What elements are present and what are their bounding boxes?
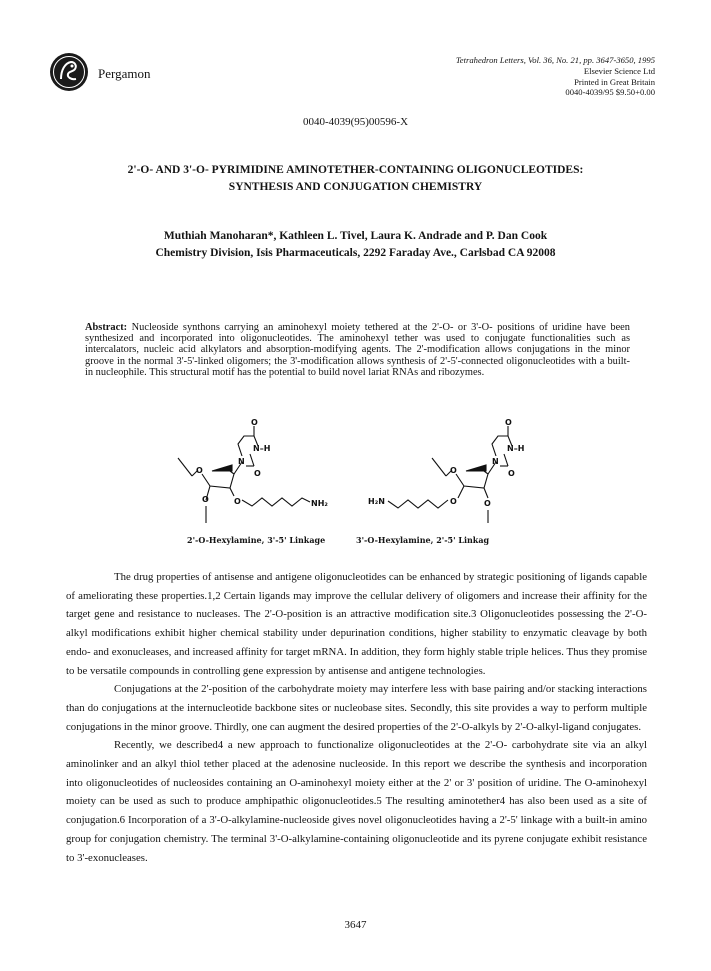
left-structure — [178, 418, 328, 523]
abstract-text: Nucleoside synthons carrying an aminohexyl moiety tethered at the 2'-O- or 3'-O- positions of uridine have been synthesized and incorporated into oligonucleotides. The aminohexyl tether was used to conjugate functionalities such as intercalators, nucleic acid alkylators and absorption-modifying agents. The 2'-modification allows conjugations in the minor groove in the normal 3'-5'-linked oligomers; the 3'-modification allows synthesis of 2'-5'-connected oligonucleotides with a built-in nucleophile. This structural motif has the potential to build novel lariat RNAs and ribozymes. — [85, 322, 630, 378]
left-n3h-label: N–H — [253, 444, 271, 453]
journal-citation: Tetrahedron Letters, Vol. 36, No. 21, pp. 3647-3650, 1995 — [455, 55, 655, 65]
author-block — [60, 228, 651, 262]
caption-left: 2'-O-Hexylamine, 3'-5' Linkage — [187, 535, 326, 545]
author-affiliation: Chemistry Division, Isis Pharmaceuticals, 2292 Faraday Ave., Carlsbad CA 92008 — [155, 247, 556, 259]
left-c2-oxygen: O — [254, 469, 261, 478]
left-ring-oxygen: O — [196, 466, 203, 475]
article-title — [60, 162, 651, 196]
paragraph: Conjugations at the 2'-position of the carbohydrate moiety may interfere less with base pairing and/or stacking interactions than do conjugations at the internucleotide backbone sites or nucleobase sites. Secondly, this site provides a way to perform multiple conjugations in the minor groove. Thirdly, one can augment the desired properties of the 2'-O-alkyls by 2'-O-alkyl-ligand conjugates. — [66, 683, 647, 733]
structure-figure — [150, 418, 570, 546]
right-structure — [368, 418, 524, 523]
journal-price: 0040-4039/95 $9.50+0.00 — [565, 87, 655, 98]
paragraph: Recently, we described4 a new approach to functionalize oligonucleotides at the 2'-O- carbohydrate site via an alkyl aminolinker and an alkyl thiol tether placed at the adenosine nucleoside. In this report we describe the synthesis and incorporation into oligonucleotides of nucleosides containing an O-aminohexyl moiety either at the 2' or 3' position of uridine. The O-aminohexyl moiety can be used as such to produce amphipathic oligonucleotides.5 The resulting aminotether4 has also been used as a site of conjugation.6 Incorporation of a 3'-O-alkylamine-nucleoside gives novel oligonucleotides having a 2'-5' linkage with a built-in amino group for conjugation chemistry. The terminal 3'-O-alkylamine-containing oligonucleotide and its pyrene conjugate exhibit resistance to 3'-exonucleases. — [66, 739, 647, 864]
right-2p-oxygen: O — [484, 499, 491, 508]
left-n1-label: N — [238, 457, 245, 466]
right-n3h-label: N–H — [507, 444, 525, 453]
pergamon-logo — [49, 52, 89, 92]
body-text — [66, 568, 647, 867]
right-c4-oxygen: O — [505, 418, 512, 427]
right-amine: H₂N — [368, 497, 385, 506]
abstract — [85, 322, 630, 378]
caption-right: 3'-O-Hexylamine, 2'-5' Linkag — [356, 535, 490, 545]
left-2p-oxygen: O — [234, 497, 241, 506]
left-amine: NH₂ — [311, 499, 328, 508]
article-doi: 0040-4039(95)00596-X — [302, 116, 409, 128]
journal-printed: Printed in Great Britain — [574, 76, 655, 87]
title-line-2: SYNTHESIS AND CONJUGATION CHEMISTRY — [228, 181, 483, 193]
left-3p-oxygen: O — [202, 495, 209, 504]
abstract-label: Abstract: — [85, 322, 128, 333]
publisher-name: Pergamon — [98, 66, 151, 81]
journal-reference — [456, 55, 655, 98]
journal-publisher: Elsevier Science Ltd — [583, 65, 655, 76]
paragraph: The drug properties of antisense and antigene oligonucleotides can be enhanced by strategic positioning of ligands capable of ameliorating these properties.1,2 Certain ligands may improve the cellular delivery of oligomers and increase their affinity for the target gene and resistance to nucleases. The 2'-O-position is an attractive modification site.3 Oligonucleotides possessing the 2'-O-alkyl modifications exhibit higher chemical stability under depurination conditions, higher stability to enzymatic cleavage by both endo- and exonucleases, and increased affinity for target mRNA. In addition, they form highly stable triple helices. Thus they promise to be versatile compounds in controlling gene expression by antisense and antigene technologies. — [66, 571, 647, 677]
right-c2-oxygen: O — [508, 469, 515, 478]
page-number: 3647 — [344, 919, 367, 931]
right-ring-oxygen: O — [450, 466, 457, 475]
author-list: Muthiah Manoharan*, Kathleen L. Tivel, Laura K. Andrade and P. Dan Cook — [163, 230, 548, 242]
left-c4-oxygen: O — [251, 418, 258, 427]
right-n1-label: N — [492, 457, 499, 466]
title-line-1: 2'-O- AND 3'-O- PYRIMIDINE AMINOTETHER-CONTAINING OLIGONUCLEOTIDES: — [127, 164, 584, 176]
right-3p-oxygen: O — [450, 497, 457, 506]
